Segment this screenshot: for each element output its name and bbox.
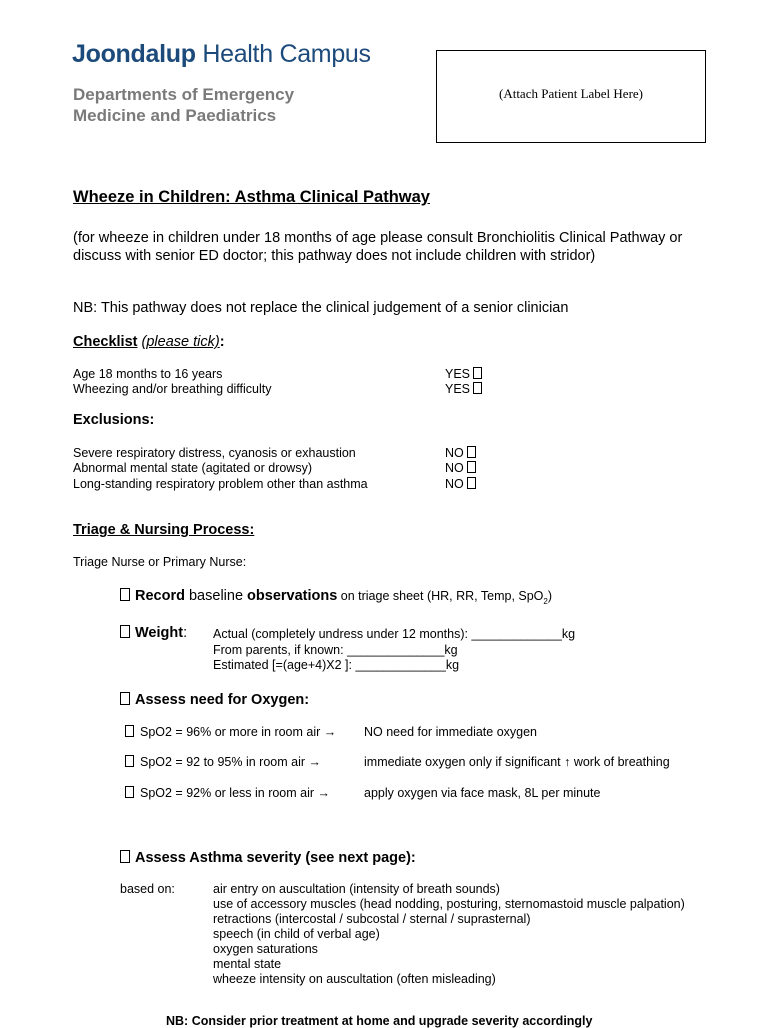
step-checkbox[interactable]	[120, 588, 130, 601]
weight-line[interactable]: Estimated [=(age+4)X2 ]: _____________kg	[213, 658, 460, 672]
checklist-heading-text: Checklist	[73, 334, 138, 350]
tick-checkbox[interactable]	[473, 367, 482, 379]
answer-text: NO	[445, 477, 464, 491]
tick-checkbox[interactable]	[467, 446, 476, 458]
based-on-label: based on:	[120, 882, 175, 896]
tick-checkbox[interactable]	[467, 461, 476, 473]
checklist-answer	[445, 382, 482, 396]
oxygen-action: apply oxygen via face mask, 8L per minute	[364, 786, 601, 800]
record-bold: Record	[135, 588, 185, 604]
hospital-logo	[72, 40, 371, 69]
exclusion-item	[73, 477, 493, 491]
oxygen-condition: SpO2 = 92% or less in room air →	[140, 786, 331, 800]
dept-line-2: Medicine and Paediatrics	[73, 106, 277, 125]
list-item: air entry on auscultation (intensity of breath sounds)	[213, 882, 500, 896]
bottom-nb: NB: Consider prior treatment at home and upgrade severity accordingly	[166, 1014, 593, 1028]
list-item: mental state	[213, 957, 282, 971]
logo-bold: Joondalup	[72, 40, 196, 68]
exclusion-item-label: Severe respiratory distress, cyanosis or exhaustion	[73, 446, 356, 460]
list-item: wheeze intensity on auscultation (often misleading)	[213, 972, 496, 986]
weight-step	[120, 625, 187, 641]
tick-checkbox[interactable]	[467, 477, 476, 489]
weight-line[interactable]: Actual (completely undress under 12 months): _____________kg	[213, 627, 576, 641]
exclusions-heading: Exclusions:	[73, 412, 155, 428]
list-item: oxygen saturations	[213, 942, 318, 956]
checklist-item	[73, 367, 493, 381]
severity-heading: Assess Asthma severity (see next page):	[135, 850, 416, 866]
weight-colon: :	[183, 625, 188, 641]
exclusion-item	[73, 446, 493, 460]
record-observations-step	[120, 588, 552, 606]
answer-text: YES	[445, 367, 471, 381]
weight-label: Weight	[135, 625, 184, 641]
answer-text: NO	[445, 446, 464, 460]
nb-text: NB: This pathway does not replace the clinical judgement of a senior clinician	[73, 300, 569, 316]
checklist-item	[73, 382, 493, 396]
exclusion-answer	[445, 477, 476, 491]
step-checkbox[interactable]	[120, 692, 130, 705]
checklist-heading	[73, 334, 225, 350]
checklist-item-label: Wheezing and/or breathing difficulty	[73, 382, 272, 396]
list-item: speech (in child of verbal age)	[213, 927, 380, 941]
answer-text: YES	[445, 382, 471, 396]
checklist-heading-colon: :	[219, 334, 225, 350]
oxygen-action: immediate oxygen only if significant ↑ work of breathing	[364, 755, 670, 769]
list-item: use of accessory muscles (head nodding, posturing, sternomastoid muscle palpation)	[213, 897, 685, 911]
tick-checkbox[interactable]	[125, 786, 134, 798]
record-end: )	[547, 589, 553, 603]
record-tail: on triage sheet (HR, RR, Temp, SpO	[337, 589, 544, 603]
department-name	[73, 84, 294, 126]
exclusion-answer	[445, 446, 476, 460]
checklist-answer	[445, 367, 482, 381]
oxygen-action: NO need for immediate oxygen	[364, 725, 538, 739]
triage-subtitle: Triage Nurse or Primary Nurse:	[73, 555, 247, 569]
exclusion-item-label: Long-standing respiratory problem other than asthma	[73, 477, 368, 491]
checklist-item-label: Age 18 months to 16 years	[73, 367, 223, 381]
patient-label-text: (Attach Patient Label Here)	[498, 86, 643, 101]
page-title: Wheeze in Children: Asthma Clinical Pathway	[73, 188, 430, 206]
patient-label-box	[436, 50, 706, 143]
tick-checkbox[interactable]	[473, 382, 482, 394]
dept-line-1: Departments of Emergency	[73, 85, 295, 104]
severity-step	[120, 850, 416, 866]
oxygen-row	[125, 755, 725, 769]
oxygen-heading: Assess need for Oxygen:	[135, 692, 310, 708]
exclusion-item	[73, 461, 493, 475]
checklist-heading-note: (please tick)	[141, 334, 220, 350]
record-sub: 2	[543, 596, 548, 606]
oxygen-row	[125, 725, 725, 739]
oxygen-row	[125, 786, 725, 800]
based-on-list	[213, 882, 685, 987]
weight-line[interactable]: From parents, if known: ______________kg	[213, 642, 458, 657]
tick-checkbox[interactable]	[125, 755, 134, 767]
intro-text: (for wheeze in children under 18 months of age please consult Bronchiolitis Clinical Pathway or discuss with senior ED doctor; this pathway does not include children with stridor)	[73, 230, 683, 264]
step-checkbox[interactable]	[120, 850, 130, 863]
tick-checkbox[interactable]	[125, 725, 134, 737]
record-mid: baseline	[184, 588, 248, 604]
list-item: retractions (intercostal / subcostal / sternal / suprasternal)	[213, 912, 531, 926]
exclusion-answer	[445, 461, 476, 475]
triage-heading: Triage & Nursing Process:	[73, 522, 255, 538]
exclusion-item-label: Abnormal mental state (agitated or drowsy)	[73, 461, 312, 475]
logo-rest: Health Campus	[195, 40, 371, 68]
observations-bold: observations	[247, 588, 338, 604]
step-checkbox[interactable]	[120, 625, 130, 638]
oxygen-condition: SpO2 = 92 to 95% in room air →	[140, 755, 321, 769]
oxygen-condition: SpO2 = 96% or more in room air →	[140, 725, 337, 739]
oxygen-step	[120, 692, 309, 708]
weight-lines	[213, 627, 575, 674]
answer-text: NO	[445, 461, 464, 475]
